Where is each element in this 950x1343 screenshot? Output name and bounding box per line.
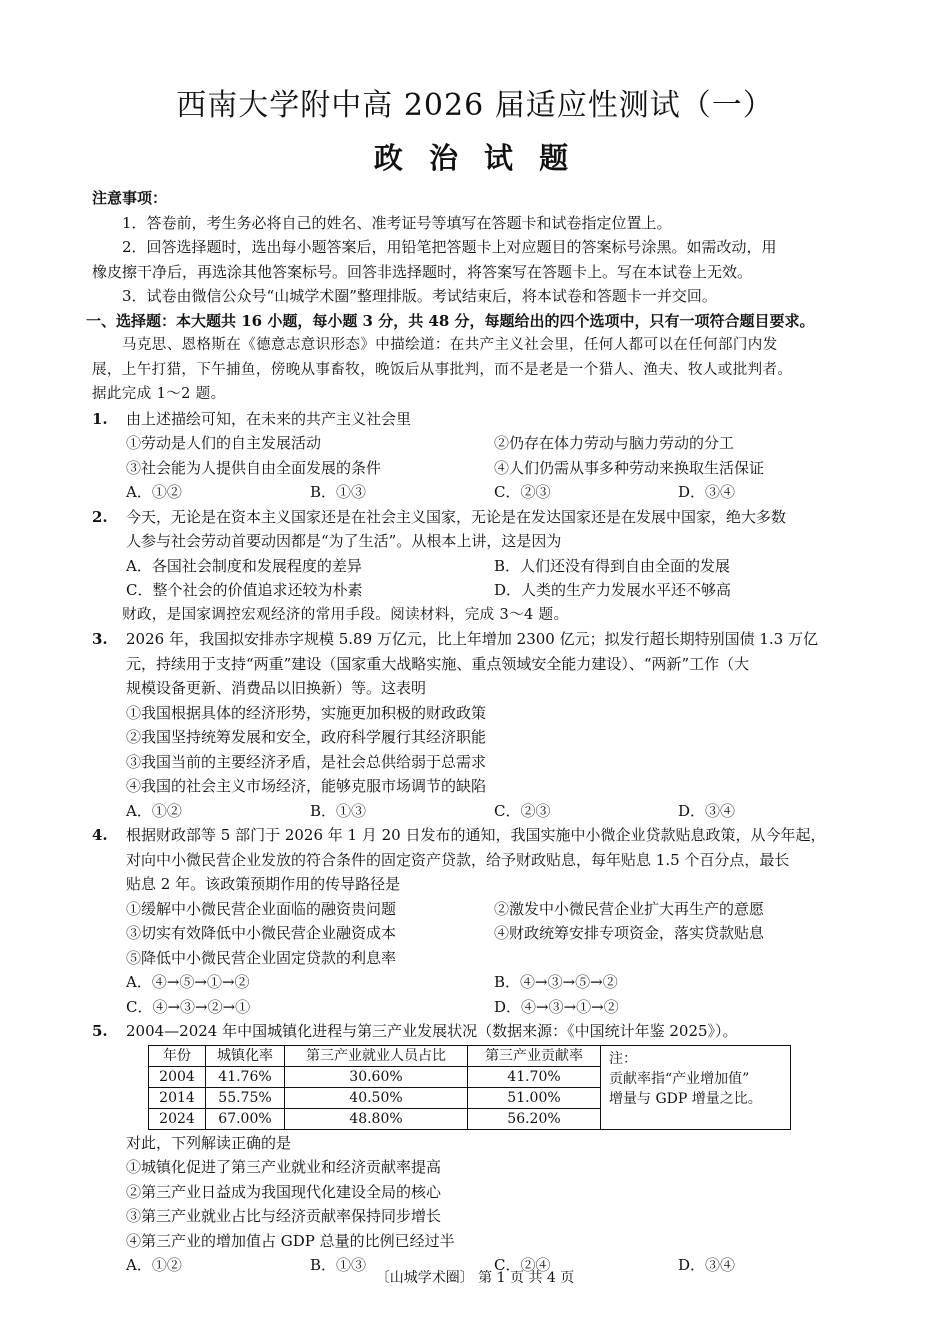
options-row <box>92 554 862 579</box>
options-row <box>92 799 862 824</box>
options-row <box>92 480 862 505</box>
statement: ④我国的社会主义市场经济，能够克服市场调节的缺陷 <box>126 777 487 795</box>
exam-title: 西南大学附中高 2026 届适应性测试（一） <box>176 88 774 123</box>
passage-line: 展，上午打猎，下午捕鱼，傍晚从事畜牧，晚饭后从事批判，而不是老是一个猎人、渔夫、牧人或批判者。 <box>92 361 793 378</box>
option-b[interactable]: B．人们还没有得到自由全面的发展 <box>494 556 731 575</box>
question-stem: 元，持续用于支持“两重”建设（国家重大战略实施、重点领域安全能力建设）、“两新”工作（大 <box>126 654 750 673</box>
statement: ③切实有效降低中小微民营企业融资成本 <box>126 924 397 942</box>
question-stem: 人参与社会劳动首要动因都是“为了生活”。从根本上讲，这是因为 <box>126 532 562 550</box>
statement: ②激发中小微民营企业扩大再生产的意愿 <box>494 899 765 918</box>
table-cell: 41.70% <box>468 1066 601 1087</box>
question-stem: 2026 年，我国拟安排赤字规模 5.89 万亿元，比上年增加 2300 亿元；拟发行超长期特别国债 1.3 万亿 <box>126 630 818 648</box>
question-4 <box>92 823 862 848</box>
question-number: 2. <box>92 507 108 526</box>
option-d[interactable]: D．人类的生产力发展水平还不够高 <box>494 581 732 599</box>
option-b[interactable]: B．①③ <box>310 801 367 820</box>
table-header: 第三产业就业人员占比 <box>285 1045 468 1066</box>
exam-content <box>86 186 862 1278</box>
notice-item: 3．试卷由微信公众号“山城学术圈”整理排版。考试结束后，将本试卷和答题卡一并交回。 <box>122 287 717 305</box>
statement: ③我国当前的主要经济矛盾，是社会总供给弱于总需求 <box>126 752 487 771</box>
passage-line: 据此完成 1～2 题。 <box>92 386 226 402</box>
statement: ①劳动是人们的自主发展活动 <box>126 434 322 452</box>
note-line: 注： <box>609 1050 637 1067</box>
statement: ②第三产业日益成为我国现代化建设全局的核心 <box>126 1182 442 1201</box>
statement-row <box>92 456 862 481</box>
statement: ②仍存在体力劳动与脑力劳动的分工 <box>494 434 735 452</box>
statement: ③第三产业就业占比与经济贡献率保持同步增长 <box>126 1207 442 1225</box>
option-a[interactable]: A．④→⑤→①→② <box>126 973 250 991</box>
question-stem: 2004—2024 年中国城镇化进程与第三产业发展状况（数据来源：《中国统计年鉴 2025》）。 <box>126 1022 738 1040</box>
statement: ③社会能为人提供自由全面发展的条件 <box>126 458 382 477</box>
statement: ④人们仍需从事多种劳动来换取生活保证 <box>494 458 765 477</box>
note-line: 贡献率指“产业增加值” <box>609 1070 750 1087</box>
passage-line: 财政，是国家调控宏观经济的常用手段。阅读材料，完成 3～4 题。 <box>122 606 569 623</box>
table-cell: 30.60% <box>285 1066 468 1087</box>
option-c[interactable]: C．整个社会的价值追求还较为朴素 <box>126 581 363 599</box>
statement: ①我国根据具体的经济形势，实施更加积极的财政政策 <box>126 703 487 722</box>
option-b[interactable]: B．①③ <box>310 483 367 501</box>
table-header: 城镇化率 <box>206 1045 285 1066</box>
statement: ④第三产业的增加值占 GDP 总量的比例已经过半 <box>126 1231 455 1250</box>
passage-line: 马克思、恩格斯在《德意志意识形态》中描绘道：在共产主义社会里，任何人都可以在任何部门内发 <box>122 337 778 353</box>
options-row <box>92 578 862 603</box>
question-number: 1. <box>92 409 108 428</box>
table-header: 第三产业贡献率 <box>468 1045 601 1066</box>
question-number: 4. <box>92 826 108 844</box>
statement: ④财政统筹安排专项资金，落实贷款贴息 <box>494 924 765 942</box>
option-c[interactable]: C．②③ <box>494 483 551 501</box>
table-cell: 48.80% <box>285 1108 468 1129</box>
table-cell: 41.76% <box>206 1066 285 1087</box>
question-3 <box>92 627 862 652</box>
option-b[interactable]: B．①③ <box>310 1256 367 1274</box>
question-prompt: 对此，下列解读正确的是 <box>126 1133 292 1152</box>
table-cell: 56.20% <box>468 1108 601 1129</box>
option-d[interactable]: D．③④ <box>678 483 736 501</box>
question-stem: 规模设备更新、消费品以旧换新）等。这表明 <box>126 679 427 697</box>
table-row <box>149 1108 601 1129</box>
table-cell: 2014 <box>149 1087 206 1108</box>
question-1 <box>92 407 862 432</box>
option-a[interactable]: A．各国社会制度和发展程度的差异 <box>126 556 362 575</box>
page-footer: 〔山城学术圈〕 第 1 页 共 4 页 <box>375 1270 575 1286</box>
option-d[interactable]: D．③④ <box>678 1256 736 1274</box>
question-stem: 根据财政部等 5 部门于 2026 年 1 月 20 日发布的通知，我国实施中小微企业贷款贴息政策，从今年起， <box>126 826 826 844</box>
option-c[interactable]: C．②③ <box>494 801 551 820</box>
question-number: 5. <box>92 1022 108 1040</box>
table-cell: 55.75% <box>206 1087 285 1108</box>
option-b[interactable]: B．④→③→⑤→② <box>494 973 618 991</box>
table-row <box>149 1066 601 1087</box>
option-d[interactable]: D．③④ <box>678 801 736 820</box>
question-stem: 贴息 2 年。该政策预期作用的传导路径是 <box>126 875 401 893</box>
question-stem: 由上述描绘可知，在未来的共产主义社会里 <box>126 409 412 428</box>
table-cell: 51.00% <box>468 1087 601 1108</box>
table-header-row <box>149 1045 601 1066</box>
question-stem: 对向中小微民营企业发放的符合条件的固定资产贷款，给予财政贴息，每年贴息 1.5 个百分点，最长 <box>126 850 790 869</box>
option-c[interactable]: C．④→③→②→① <box>126 997 251 1016</box>
table-note <box>601 1045 791 1130</box>
notice-item: 橡皮擦干净后，再选涂其他答案标号。回答非选择题时，将答案写在答题卡上。写在本试卷上无效。 <box>92 262 753 281</box>
question-stem: 今天，无论是在资本主义国家还是在社会主义国家，无论是在发达国家还是在发展中国家，绝大多数 <box>126 507 787 526</box>
options-row <box>92 995 862 1020</box>
table-header: 年份 <box>149 1045 206 1066</box>
question-5 <box>92 1019 862 1044</box>
notice-heading: 注意事项： <box>92 189 168 207</box>
notice-item: 1．答卷前，考生务必将自己的姓名、准考证号等填写在答题卡和试卷指定位置上。 <box>122 213 672 232</box>
section-heading: 一、选择题：本大题共 16 小题，每小题 3 分，共 48 分，每题给出的四个选项中，只有一项符合题目要求。 <box>86 311 815 330</box>
table-row <box>149 1087 601 1108</box>
table-cell: 2004 <box>149 1066 206 1087</box>
table-cell: 67.00% <box>206 1108 285 1129</box>
option-a[interactable]: A．①② <box>126 801 182 820</box>
statement: ①缓解中小微民营企业面临的融资贵问题 <box>126 899 397 918</box>
option-d[interactable]: D．④→③→①→② <box>494 997 619 1016</box>
question-number: 3. <box>92 630 108 648</box>
table-cell: 40.50% <box>285 1087 468 1108</box>
statement-row <box>92 897 862 922</box>
option-a[interactable]: A．①② <box>126 1256 182 1274</box>
statement: ①城镇化促进了第三产业就业和经济贡献率提高 <box>126 1158 442 1176</box>
note-line: 增量与 GDP 增量之比。 <box>609 1090 762 1107</box>
subject-title: 政 治 试 题 <box>373 141 577 175</box>
option-c[interactable]: C．②④ <box>494 1256 551 1274</box>
question-2 <box>92 505 862 530</box>
data-table <box>148 1045 601 1130</box>
data-table-block <box>92 1045 862 1130</box>
notice-item: 2．回答选择题时，选出每小题答案后，用铅笔把答题卡上对应题目的答案标号涂黑。如需改动，用 <box>122 238 777 256</box>
statement: ②我国坚持统筹发展和安全，政府科学履行其经济职能 <box>126 728 487 746</box>
statement-row <box>92 921 862 946</box>
option-a[interactable]: A．①② <box>126 483 182 501</box>
statement-row <box>92 431 862 456</box>
table-cell: 2024 <box>149 1108 206 1129</box>
statement: ⑤降低中小微民营企业固定贷款的利息率 <box>126 948 397 967</box>
options-row <box>92 970 862 995</box>
